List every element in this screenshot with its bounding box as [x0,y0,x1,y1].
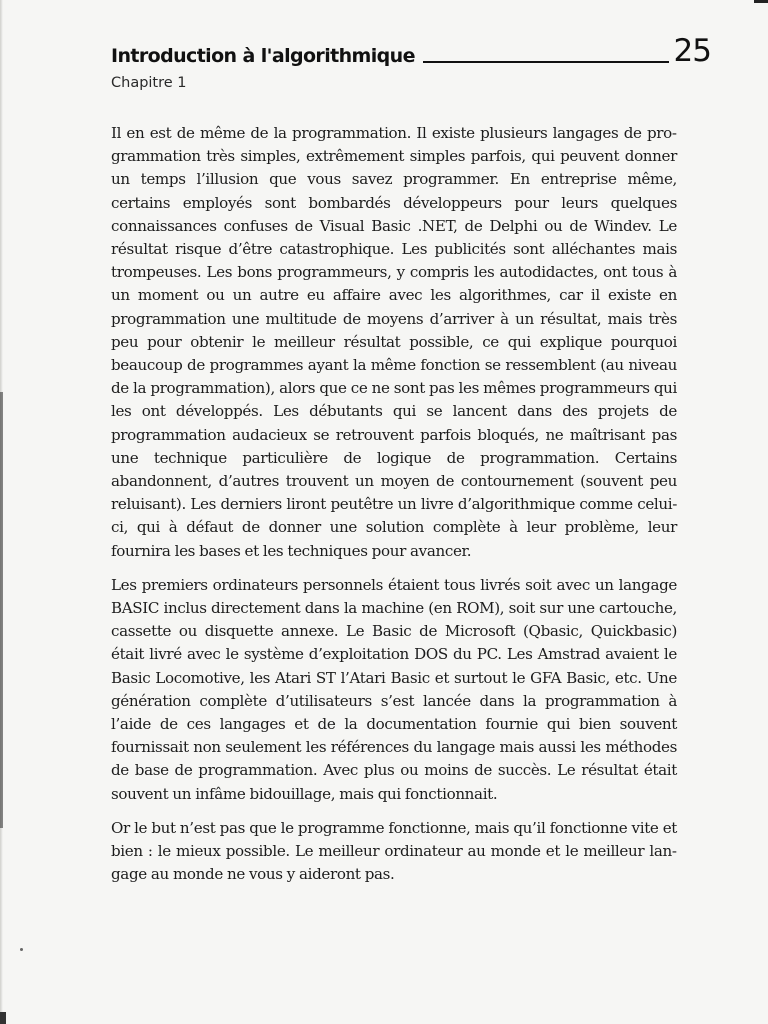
running-header-title: Introduction à l'algorithmique [111,45,415,67]
running-header [111,31,711,69]
paragraph-3: Or le but n’est pas que le programme fonctionne, mais qu’il fonctionne vite et bien : le mieux possible. Le meilleur ordinateur au monde et le meilleur langage au monde ne vous y aideront pas. [111,818,677,884]
scan-mark-left [0,392,3,828]
page-number: 25 [673,33,711,69]
scan-speck [20,948,23,951]
body-text [111,122,677,887]
chapter-label: Chapitre 1 [111,75,187,91]
paragraph-2: Les premiers ordinateurs personnels étaient tous livrés soit avec un langage BASIC inclus directement dans la machine (en ROM), soit sur une cartouche, cassette ou disquette annexe. Le Basic de Microsoft (Qbasic, Quickbasic) était livré avec le système d’exploitation DOS du PC. Les Amstrad avaient le Basic Locomotive, les Atari ST l’Atari Basic et surtout le GFA Basic, etc. Une génération complète d’utilisateurs s’est lancée dans la programmation à l’aide de ces langages et de la documentation fournie qui bien souvent fournissait non seulement les références du langage mais aussi les méthodes de base de programmation. Avec plus ou moins de succès. Le résultat était souvent un infâme bidouillage, mais qui fonctionnait. [111,575,677,803]
paragraph-1: Il en est de même de la programmation. Il existe plusieurs langages de programmation très simples, extrêmement simples parfois, qui peuvent donner un temps l’illusion que vous savez programmer. En entreprise même, certains employés sont bombardés développeurs pour leurs quelques connaissances confuses de Visual Basic .NET, de Delphi ou de Windev. Le résultat risque d’être catastrophique. Les publicités sont alléchantes mais trompeuses. Les bons programmeurs, y compris les autodidactes, ont tous à un moment ou un autre eu affaire avec les algorithmes, car il existe en programmation une multitude de moyens d’arriver à un résultat, mais très peu pour obtenir le meilleur résultat possible, ce qui explique pourquoi beaucoup de programmes ayant la même fonction se ressemblent (au niveau de la programmation), alors que ce ne sont pas les mêmes programmeurs qui les ont développés. Les débutants qui se lancent dans des projets de programmation audacieux se retrouvent parfois bloqués, ne maîtrisant pas une technique particulière de logique de programmation. Certains abandonnent, d’autres trouvent un moyen de contournement (souvent peu reluisant). Les derniers liront peutêtre un livre d’algorithmique comme celui-ci, qui à défaut de donner une solution complète à leur problème, leur fournira les bases et les techniques pour avancer. [111,124,677,560]
header-rule [423,61,669,63]
scan-mark-corner [0,1012,6,1024]
scan-mark-top [754,0,768,3]
